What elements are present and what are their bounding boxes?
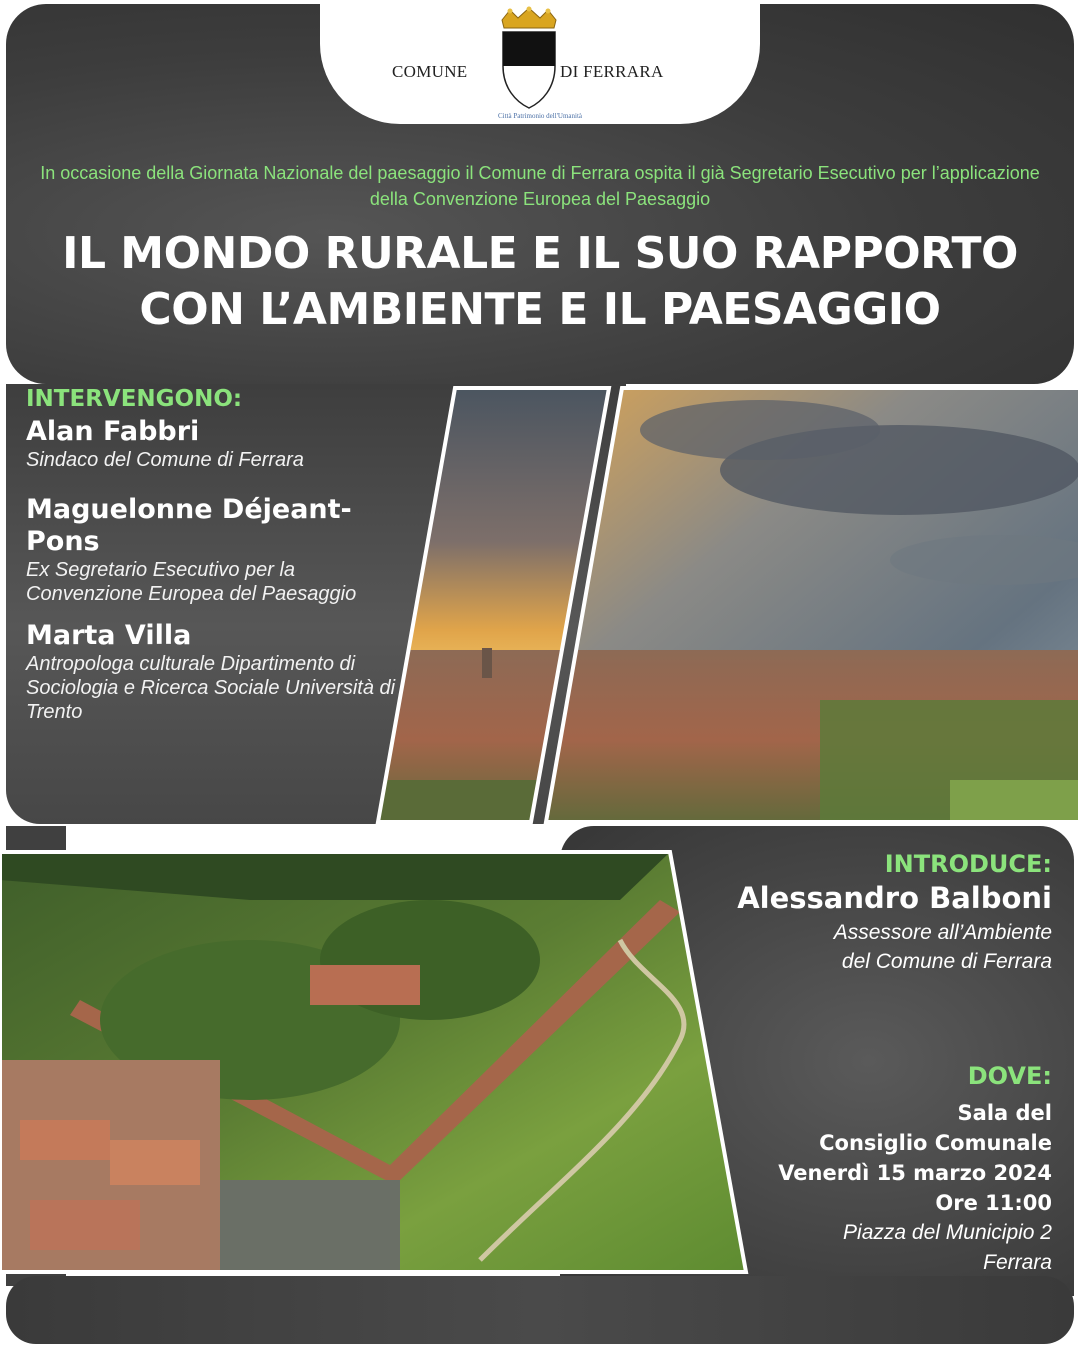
introducer-name: Alessandro Balboni bbox=[737, 881, 1052, 915]
venue-line2: Consiglio Comunale bbox=[819, 1131, 1052, 1155]
venue-line1: Sala del bbox=[957, 1101, 1052, 1125]
ferrara-coat-of-arms-icon bbox=[498, 6, 560, 110]
where-section bbox=[652, 1062, 1052, 1278]
intro-text: In occasione della Giornata Nazionale del paesaggio il Comune di Ferrara ospita il già Segretario Esecutivo per l’applicazione della Convenzione Europea del Paesaggio bbox=[40, 163, 1040, 209]
introduce-section bbox=[652, 850, 1052, 976]
event-title-line2: CON L’AMBIENTE E IL PAESAGGIO bbox=[139, 284, 941, 335]
event-title-line1: IL MONDO RURALE E IL SUO RAPPORTO bbox=[62, 228, 1018, 279]
logo-left-text: COMUNE bbox=[392, 62, 468, 81]
speaker-name: Marta Villa bbox=[26, 620, 192, 651]
where-label: DOVE: bbox=[967, 1062, 1052, 1090]
speaker-item bbox=[26, 494, 406, 606]
speaker-role: Sindaco del Comune di Ferrara bbox=[26, 449, 304, 471]
introducer-role-line1: Assessore all’Ambiente bbox=[833, 921, 1052, 944]
speakers-section bbox=[26, 386, 406, 738]
event-title bbox=[20, 226, 1060, 338]
speaker-role: Antropologa culturale Dipartimento di Sociologia e Ricerca Sociale Università di Trento bbox=[26, 653, 396, 723]
introduce-label: INTRODUCE: bbox=[884, 850, 1052, 878]
event-date: Venerdì 15 marzo 2024 bbox=[778, 1161, 1052, 1185]
introducer-role-line2: del Comune di Ferrara bbox=[841, 950, 1052, 973]
speakers-label: INTERVENGONO: bbox=[26, 386, 243, 412]
speaker-name: Maguelonne Déjeant-Pons bbox=[26, 494, 352, 557]
speaker-item bbox=[26, 620, 406, 724]
landscape-photo-slice-right bbox=[540, 388, 1080, 830]
speaker-name: Alan Fabbri bbox=[26, 416, 200, 447]
logo-right-text: DI FERRARA bbox=[560, 62, 664, 81]
venue-address: Piazza del Municipio 2 bbox=[843, 1221, 1052, 1244]
logo-subtitle: Città Patrimonio dell'Umanità bbox=[497, 112, 583, 120]
fortress-aerial-photo bbox=[0, 852, 760, 1282]
speaker-role: Ex Segretario Esecutivo per la Convenzione Europea del Paesaggio bbox=[26, 559, 357, 605]
speaker-item bbox=[26, 416, 406, 472]
venue-city: Ferrara bbox=[983, 1251, 1052, 1274]
event-time: Ore 11:00 bbox=[935, 1191, 1052, 1215]
